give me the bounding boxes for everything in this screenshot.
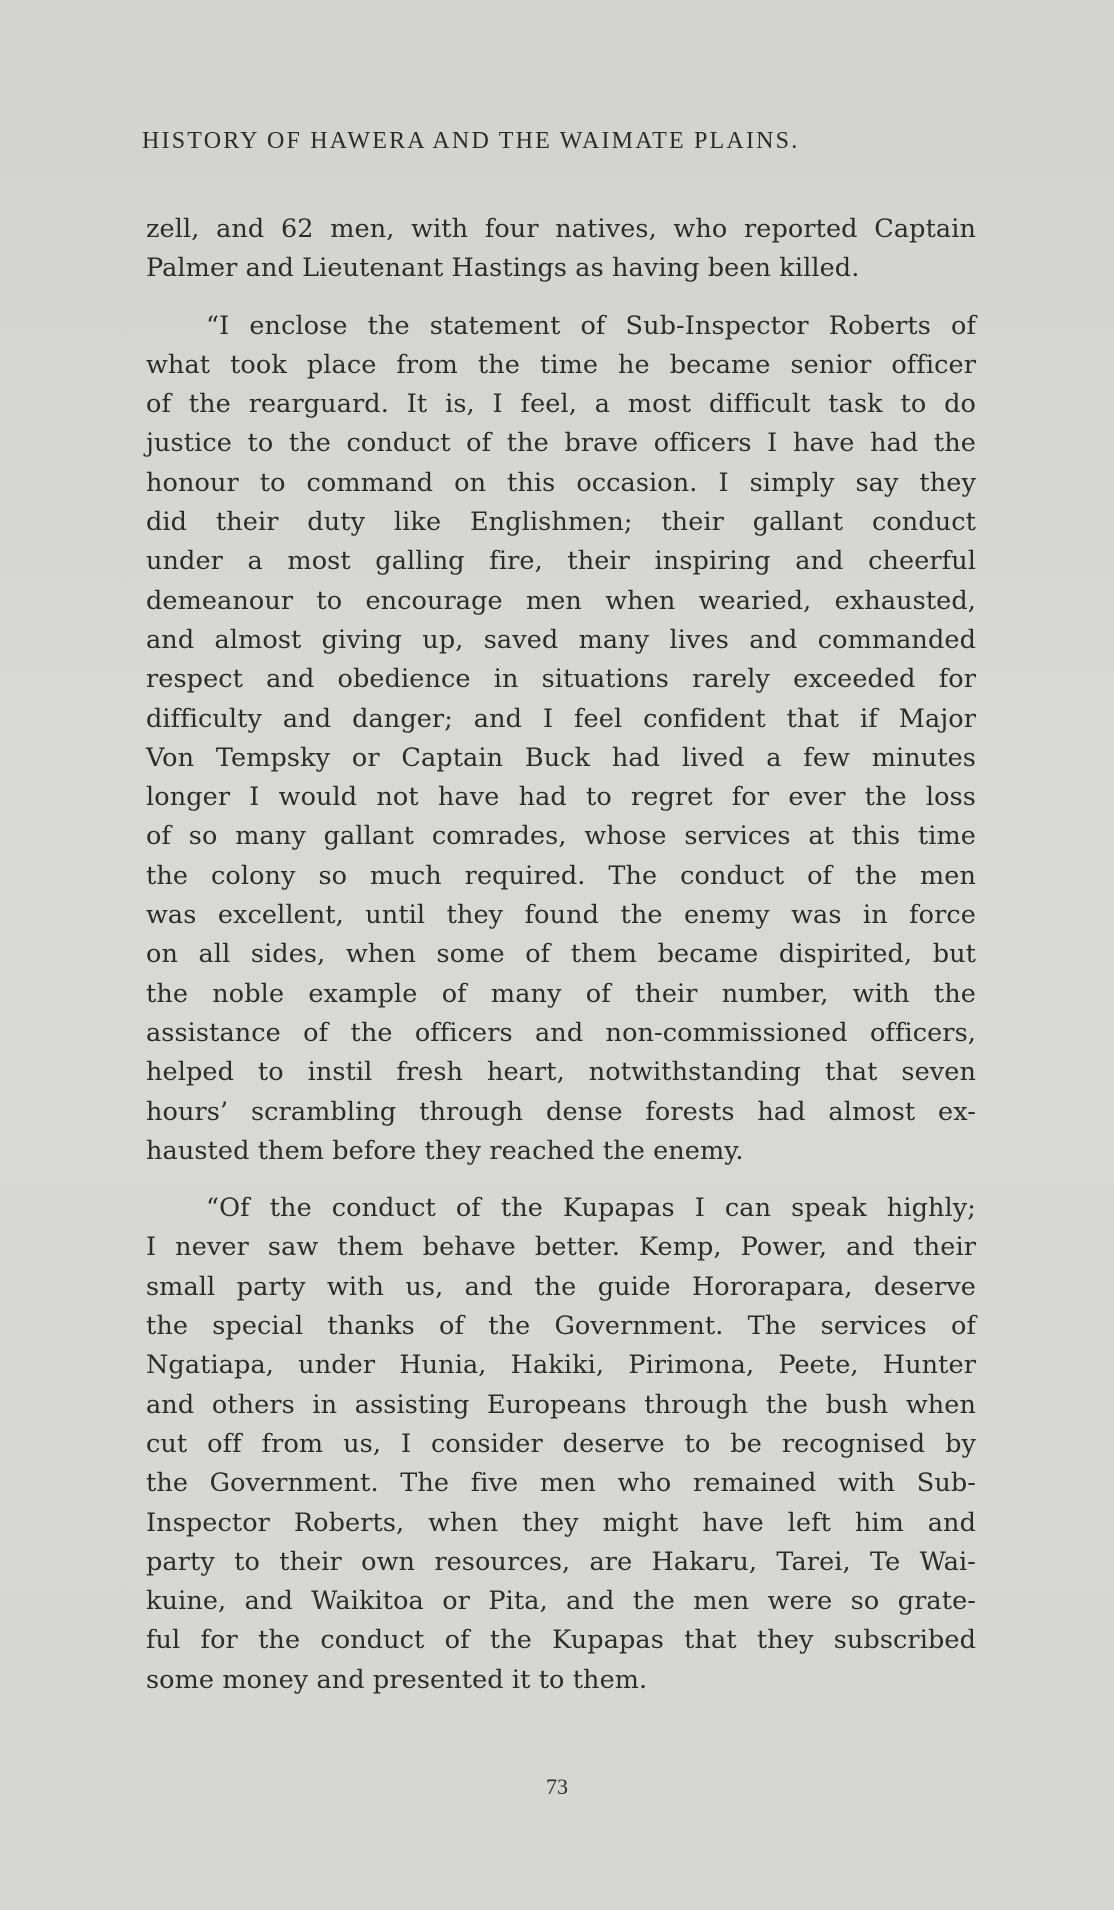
text-line: hours’ scrambling through dense forests had almost ex- bbox=[146, 1096, 976, 1127]
text-line: what took place from the time he became senior officer bbox=[146, 349, 976, 380]
text-line: Von Tempsky or Captain Buck had lived a few minutes bbox=[146, 742, 976, 773]
paragraph bbox=[146, 210, 976, 289]
text-line: and others in assisting Europeans through the bush when bbox=[146, 1389, 976, 1420]
text-line: demeanour to encourage men when wearied, exhausted, bbox=[146, 585, 976, 616]
text-line: longer I would not have had to regret for ever the loss bbox=[146, 782, 976, 813]
paragraph bbox=[146, 307, 976, 1172]
text-line: the colony so much required. The conduct of the men bbox=[146, 860, 976, 891]
text-line: Ngatiapa, under Hunia, Hakiki, Pirimona, Peete, Hunter bbox=[146, 1350, 976, 1381]
text-line: under a most galling fire, their inspiring and cheerful bbox=[146, 546, 976, 577]
text-line: on all sides, when some of them became dispirited, but bbox=[146, 939, 976, 970]
page-number: 73 bbox=[546, 1774, 568, 1799]
text-line: Palmer and Lieutenant Hastings as having been killed. bbox=[146, 253, 860, 284]
text-line: I never saw them behave better. Kemp, Power, and their bbox=[146, 1232, 976, 1263]
text-line: Inspector Roberts, when they might have left him and bbox=[146, 1507, 976, 1538]
text-line: “Of the conduct of the Kupapas I can speak highly; bbox=[206, 1193, 976, 1224]
text-line: the noble example of many of their number, with the bbox=[146, 978, 976, 1009]
text-line: assistance of the officers and non-commissioned officers, bbox=[146, 1017, 976, 1048]
text-line: difficulty and danger; and I feel confident that if Major bbox=[146, 703, 976, 734]
running-head: HISTORY OF HAWERA AND THE WAIMATE PLAINS. bbox=[142, 128, 800, 154]
text-line: justice to the conduct of the brave officers I have had the bbox=[146, 428, 976, 459]
text-line: the Government. The five men who remained with Sub- bbox=[146, 1468, 976, 1499]
text-line: did their duty like Englishmen; their gallant conduct bbox=[146, 507, 976, 538]
text-line: hausted them before they reached the enemy. bbox=[146, 1135, 744, 1166]
text-line: helped to instil fresh heart, notwithstanding that seven bbox=[146, 1057, 976, 1088]
text-line: party to their own resources, are Hakaru, Tarei, Te Wai- bbox=[146, 1546, 976, 1577]
paragraph-gap bbox=[146, 289, 976, 307]
body-text bbox=[146, 210, 976, 1700]
paragraph-gap bbox=[146, 1171, 976, 1189]
text-line: “I enclose the statement of Sub-Inspector Roberts of bbox=[206, 310, 976, 341]
text-line: of so many gallant comrades, whose services at this time bbox=[146, 821, 976, 852]
text-line: zell, and 62 men, with four natives, who reported Captain bbox=[146, 214, 976, 244]
text-line: of the rearguard. It is, I feel, a most difficult task to do bbox=[146, 389, 976, 420]
text-line: some money and presented it to them. bbox=[146, 1664, 648, 1695]
text-line: was excellent, until they found the enemy was in force bbox=[146, 900, 976, 931]
paragraph bbox=[146, 1189, 976, 1700]
text-line: respect and obedience in situations rarely exceeded for bbox=[146, 664, 976, 695]
text-line: and almost giving up, saved many lives and commanded bbox=[146, 624, 976, 655]
text-line: ful for the conduct of the Kupapas that they subscribed bbox=[146, 1625, 976, 1656]
text-line: the special thanks of the Government. The services of bbox=[146, 1311, 976, 1342]
text-line: small party with us, and the guide Hororapara, deserve bbox=[146, 1271, 976, 1302]
text-line: kuine, and Waikitoa or Pita, and the men were so grate- bbox=[146, 1586, 976, 1617]
text-line: honour to command on this occasion. I simply say they bbox=[146, 467, 976, 498]
text-line: cut off from us, I consider deserve to be recognised by bbox=[146, 1428, 976, 1459]
